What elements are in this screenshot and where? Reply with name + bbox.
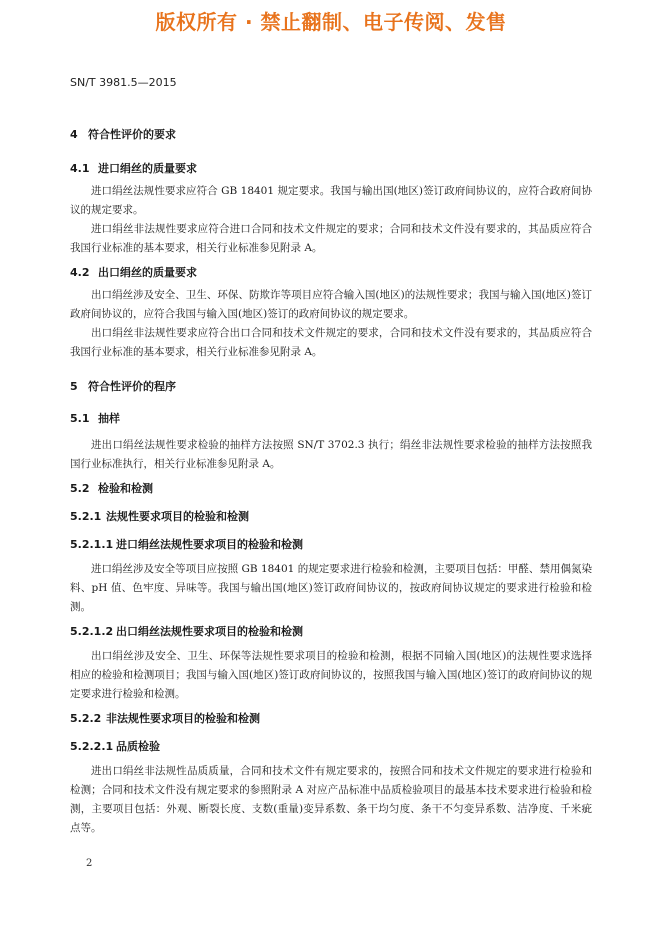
paragraph: 进出口绢丝法规性要求检验的抽样方法按照 SN/T 3702.3 执行；绢丝非法规性要求检验的抽样方法按照我国行业标准执行，相关行业标准参见附录 A。 xyxy=(70,439,592,470)
document-body xyxy=(70,120,592,838)
section-5-2-1-1-heading: 5.2.1.1 进口绢丝法规性要求项目的检验和检测 xyxy=(70,538,303,551)
section-4-2-heading: 4.2 出口绢丝的质量要求 xyxy=(70,266,197,279)
page-number: 2 xyxy=(86,858,93,869)
paragraph: 进口绢丝涉及安全等项目应按照 GB 18401 的规定要求进行检验和检测，主要项目包括：甲醛、禁用偶氮染料、pH 值、色牢度、异味等。我国与输出国(地区)签订政府间协议的，按政府间协议规定的要求进行检验和检测。 xyxy=(70,563,592,613)
section-5-2-2-heading: 5.2.2 非法规性要求项目的检验和检测 xyxy=(70,712,260,725)
section-5-2-heading: 5.2 检验和检测 xyxy=(70,482,153,495)
copyright-banner: 版权所有 · 禁止翻制、电子传阅、发售 xyxy=(155,10,507,34)
section-5-2-1-2-heading: 5.2.1.2 出口绢丝法规性要求项目的检验和检测 xyxy=(70,625,303,638)
paragraph: 进口绢丝法规性要求应符合 GB 18401 规定要求。我国与输出国(地区)签订政府间协议的，应符合政府间协议的规定要求。 xyxy=(70,185,592,216)
paragraph: 出口绢丝涉及安全、卫生、环保、防欺诈等项目应符合输入国(地区)的法规性要求；我国与输入国(地区)签订政府间协议的，应符合我国与输入国(地区)签订的政府间协议的规定要求。 xyxy=(70,289,592,320)
section-5-2-1-heading: 5.2.1 法规性要求项目的检验和检测 xyxy=(70,510,249,523)
paragraph: 进口绢丝非法规性要求应符合进口合同和技术文件规定的要求；合同和技术文件没有要求的，其品质应符合我国行业标准的基本要求，相关行业标准参见附录 A。 xyxy=(70,223,592,254)
section-4-heading: 4 符合性评价的要求 xyxy=(70,128,176,141)
standard-code: SN/T 3981.5—2015 xyxy=(70,76,177,89)
section-4-1-heading: 4.1 进口绢丝的质量要求 xyxy=(70,162,197,175)
section-5-heading: 5 符合性评价的程序 xyxy=(70,380,176,393)
paragraph: 出口绢丝非法规性要求应符合出口合同和技术文件规定的要求，合同和技术文件没有要求的，其品质应符合我国行业标准的基本要求，相关行业标准参见附录 A。 xyxy=(70,327,592,358)
paragraph: 出口绢丝涉及安全、卫生、环保等法规性要求项目的检验和检测，根据不同输入国(地区)的法规性要求选择相应的检验和检测项目；我国与输入国(地区)签订政府间协议的，按照我国与输入国(地区)签订的政府间协议的规定要求进行检验和检测。 xyxy=(70,650,592,700)
section-5-1-heading: 5.1 抽样 xyxy=(70,412,120,425)
paragraph: 进出口绢丝非法规性品质质量，合同和技术文件有规定要求的，按照合同和技术文件规定的要求进行检验和检测；合同和技术文件没有规定要求的参照附录 A 对应产品标准中品质检验项目的最基本技术要求进行检验和检测，主要项目包括：外观、断裂长度、支数(重量)变异系数、条干均匀度、条干不匀变异系数、洁净度、千米疵点等。 xyxy=(70,765,592,834)
section-5-2-2-1-heading: 5.2.2.1 品质检验 xyxy=(70,740,160,753)
